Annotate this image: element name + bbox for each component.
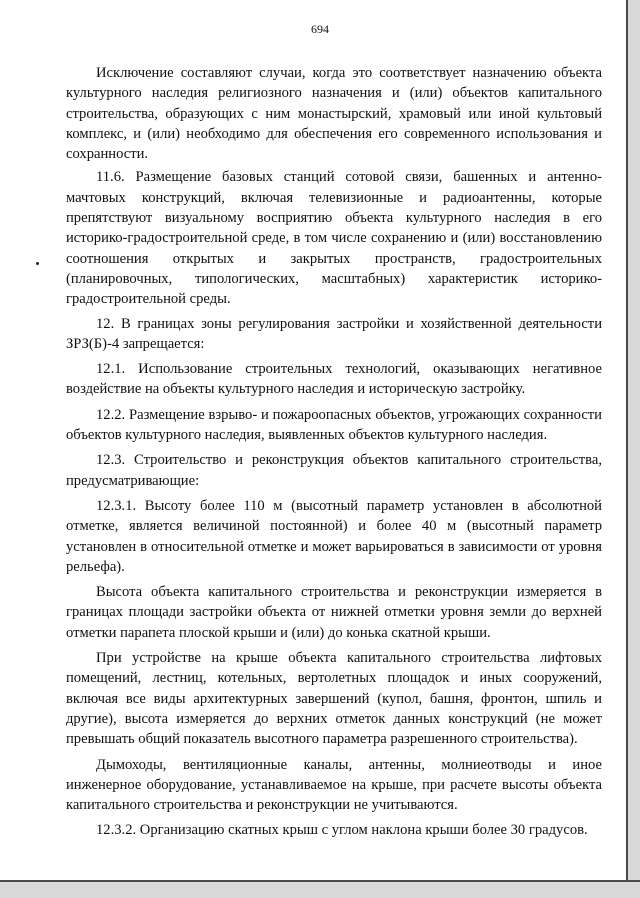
paragraph-12-3-2: 12.3.2. Организацию скатных крыш с углом наклона крыши более 30 градусов. [96,822,588,839]
document-body [66,60,602,841]
paragraph-12: 12. В границах зоны регулирования застройки и хозяйственной деятельности ЗРЗ(Б)-4 запрещается: [66,315,602,352]
paragraph-12-3-1: 12.3.1. Высоту более 110 м (высотный параметр установлен в абсолютной отметке, является величиной постоянной) и более 40 м (высотный параметр установлен в относительной отметке и может варьироваться в зависимости от уровня рельефа). [66,497,602,575]
paragraph-12-1: 12.1. Использование строительных технологий, оказывающих негативное воздействие на объекты культурного наследия и историческую застройку. [66,361,602,398]
paragraph-12-3: 12.3. Строительство и реконструкция объектов капитального строительства, предусматривающие: [66,452,602,489]
scan-bottom-border [0,880,640,898]
paragraph-exception: Исключение составляют случаи, когда это соответствует назначению объекта культурного наследия религиозного назначения и (или) объектов капитального строительства, образующих с ним монастырский, храмовый или иной культовый комплекс, и (или) необходимо для обеспечения его современного использования и сохранности. [66,65,602,163]
scan-speck [36,262,39,265]
paragraph-roof-structures: При устройстве на крыше объекта капитального строительства лифтовых помещений, лестниц, котельных, вертолетных площадок и иных сооружений, включая все виды архитектурных завершений (купол, башня, фронтон, шпиль и другие), высота измеряется до верхних отметок данных конструкций (не может превышать общий показатель высотного параметра разрешенного строительства). [66,650,602,748]
page-number: 694 [311,22,329,36]
paragraph-12-2: 12.2. Размещение взрыво- и пожароопасных объектов, угрожающих сохранности объектов культурного наследия, выявленных объектов культурного наследия. [66,406,602,444]
paragraph-height-measure: Высота объекта капитального строительства и реконструкции измеряется в границах площади застройки объекта от нижней отметки уровня земли до верхней отметки парапета плоской крыши и (или) до конька скатной крыши. [66,584,602,641]
paragraph-chimneys: Дымоходы, вентиляционные каналы, антенны, молниеотводы и иное инженерное оборудование, устанавливаемое на крыше, при расчете высоты объекта капитального строительства и реконструкции не учитываются. [66,756,602,814]
paragraph-11-6: 11.6. Размещение базовых станций сотовой связи, башенных и антенно-мачтовых конструкций, включая телевизионные и радиоантенны, которые препятствуют визуальному восприятию объекта культурного наследия в его историко-градостроительной среде, в том числе сохранению и (или) восстановлению соотношения открытых и закрытых пространств, градостроительных (планировочных, типологических, масштабных) характеристик историко-градостроительной среды. [66,169,602,308]
scan-right-border [626,0,640,898]
